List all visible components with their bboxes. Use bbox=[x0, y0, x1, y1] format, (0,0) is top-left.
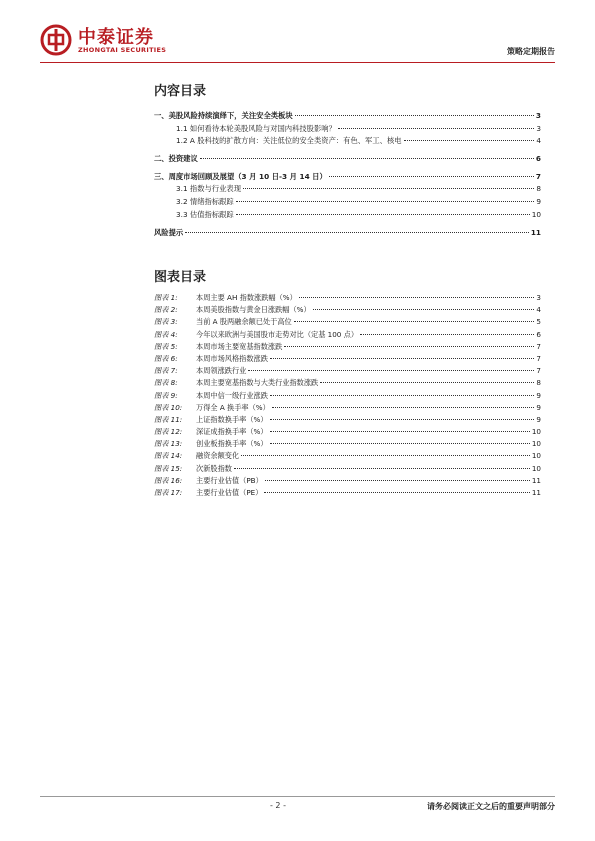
table-of-contents bbox=[154, 110, 541, 239]
figure-entry[interactable] bbox=[154, 402, 541, 414]
figure-number: 图表 14: bbox=[154, 451, 183, 461]
figure-page: 6 bbox=[536, 329, 541, 339]
figure-page: 10 bbox=[531, 451, 541, 461]
figure-number: 图表 3: bbox=[154, 317, 178, 327]
figure-page: 10 bbox=[531, 439, 541, 449]
figure-entry[interactable] bbox=[154, 292, 541, 304]
figure-number: 图表 10: bbox=[154, 402, 183, 412]
figure-title: 次新股指数 bbox=[196, 463, 232, 473]
toc-entry-label: 3.3 估值指标跟踪 bbox=[176, 209, 234, 219]
figure-page: 11 bbox=[531, 488, 541, 497]
report-type-label: 策略定期报告 bbox=[507, 47, 555, 56]
header-divider bbox=[40, 62, 555, 63]
figure-number: 图表 8: bbox=[154, 378, 178, 388]
toc-entry[interactable] bbox=[154, 209, 541, 222]
figure-title: 深证成指换手率（%） bbox=[196, 427, 268, 437]
page-header bbox=[40, 22, 555, 66]
figure-number: 图表 12: bbox=[154, 427, 183, 437]
toc-entry-label: 一、美股风险持续演绎下，关注安全类板块 bbox=[154, 111, 293, 120]
figure-entry[interactable] bbox=[154, 487, 541, 499]
toc-entry[interactable] bbox=[154, 183, 541, 196]
figure-entry[interactable] bbox=[154, 316, 541, 328]
toc-entry-page: 11 bbox=[530, 227, 541, 237]
figure-title: 上证指数换手率（%） bbox=[196, 414, 268, 424]
figure-page: 10 bbox=[531, 463, 541, 473]
toc-entry[interactable] bbox=[154, 110, 541, 123]
toc-entry-page: 6 bbox=[535, 154, 541, 164]
figure-number: 图表 7: bbox=[154, 366, 178, 376]
figure-entry[interactable] bbox=[154, 377, 541, 389]
figure-page: 9 bbox=[536, 390, 541, 400]
toc-entry[interactable] bbox=[154, 196, 541, 209]
logo-english-name: ZHONGTAI SECURITIES bbox=[78, 46, 167, 54]
figure-number: 图表 13: bbox=[154, 439, 183, 449]
toc-entry-page: 3 bbox=[536, 123, 541, 133]
figure-title: 主要行业估值（PE） bbox=[196, 488, 263, 497]
figure-entry[interactable] bbox=[154, 438, 541, 450]
figure-page: 3 bbox=[536, 293, 541, 302]
toc-entry-page: 9 bbox=[536, 197, 541, 207]
zhongtai-logo-icon bbox=[40, 24, 72, 56]
figure-number: 图表 4: bbox=[154, 329, 178, 339]
figure-page: 8 bbox=[536, 378, 541, 388]
toc-entry-label: 3.2 情绪指标跟踪 bbox=[176, 197, 234, 207]
figure-title: 创业板指换手率（%） bbox=[196, 439, 268, 449]
figure-page: 10 bbox=[531, 427, 541, 437]
toc-entry-page: 7 bbox=[535, 171, 541, 181]
toc-entry-label: 1.2 A 股科技的扩散方向：关注低位的安全类资产：有色、军工、核电 bbox=[176, 136, 402, 146]
figure-number: 图表 1: bbox=[154, 293, 178, 302]
figure-title: 本周主要宽基指数与大类行业指数涨跌 bbox=[196, 378, 319, 388]
toc-entry-page: 4 bbox=[536, 136, 541, 146]
figure-entry[interactable] bbox=[154, 341, 541, 353]
figure-title: 本周市场风格指数涨跌 bbox=[196, 353, 268, 363]
figure-title: 融资余额变化 bbox=[196, 451, 240, 461]
toc-title: 内容目录 bbox=[154, 84, 207, 99]
figure-entry[interactable] bbox=[154, 304, 541, 316]
figure-entry[interactable] bbox=[154, 450, 541, 462]
toc-entry-label: 1.1 如何看待本轮美股风险与对国内科技股影响？ bbox=[176, 123, 336, 133]
toc-entry-page: 8 bbox=[536, 184, 541, 194]
toc-entry[interactable] bbox=[154, 153, 541, 166]
footer-disclaimer: 请务必阅读正文之后的重要声明部分 bbox=[427, 802, 555, 811]
footer-divider bbox=[40, 796, 555, 797]
toc-entry[interactable] bbox=[154, 123, 541, 136]
figure-entry[interactable] bbox=[154, 463, 541, 475]
figure-title: 今年以来欧洲与美国股市走势对比（定基 100 点） bbox=[196, 329, 359, 339]
figure-page: 4 bbox=[536, 305, 541, 315]
toc-entry[interactable] bbox=[154, 135, 541, 148]
figure-title: 本周美股指数与黄金日涨跌幅（%） bbox=[196, 305, 311, 315]
figure-entry[interactable] bbox=[154, 365, 541, 377]
figure-number: 图表 16: bbox=[154, 475, 183, 485]
toc-entry-label: 二、投资建议 bbox=[154, 154, 198, 164]
figure-page: 9 bbox=[536, 402, 541, 412]
page-number: - 2 - bbox=[270, 801, 286, 810]
figure-entry[interactable] bbox=[154, 353, 541, 365]
toc-entry[interactable] bbox=[154, 227, 541, 240]
figure-page: 11 bbox=[531, 475, 541, 485]
toc-entry-label: 风险提示 bbox=[154, 227, 184, 237]
figure-number: 图表 17: bbox=[154, 488, 183, 497]
figure-title: 当前 A 股两融余额已处于高位 bbox=[196, 317, 292, 327]
figure-page: 5 bbox=[536, 317, 541, 327]
figure-number: 图表 9: bbox=[154, 390, 178, 400]
figure-title: 本周市场主要宽基指数涨跌 bbox=[196, 341, 283, 351]
figure-entry[interactable] bbox=[154, 475, 541, 487]
figure-entry[interactable] bbox=[154, 414, 541, 426]
figure-number: 图表 6: bbox=[154, 353, 178, 363]
figures-list-title: 图表目录 bbox=[154, 270, 207, 285]
figure-page: 7 bbox=[536, 353, 541, 363]
figure-number: 图表 11: bbox=[154, 414, 183, 424]
figure-title: 本周领涨跌行业 bbox=[196, 366, 247, 376]
toc-entry-page: 3 bbox=[535, 111, 541, 120]
figure-number: 图表 2: bbox=[154, 305, 178, 315]
figure-title: 本周主要 AH 指数涨跌幅（%） bbox=[196, 293, 297, 302]
toc-entry-label: 3.1 指数与行业表现 bbox=[176, 184, 242, 194]
toc-entry[interactable] bbox=[154, 171, 541, 184]
figure-entry[interactable] bbox=[154, 426, 541, 438]
figure-title: 本周中信一级行业涨跌 bbox=[196, 390, 268, 400]
figure-entry[interactable] bbox=[154, 390, 541, 402]
figure-entry[interactable] bbox=[154, 329, 541, 341]
logo-chinese-name: 中泰证券 bbox=[78, 27, 154, 48]
figure-page: 7 bbox=[536, 341, 541, 351]
figure-title: 万得全 A 换手率（%） bbox=[196, 402, 270, 412]
toc-entry-label: 三、周度市场回顾及展望（3 月 10 日-3 月 14 日） bbox=[154, 171, 327, 181]
figure-number: 图表 5: bbox=[154, 341, 178, 351]
figure-page: 7 bbox=[536, 366, 541, 376]
figure-page: 9 bbox=[536, 414, 541, 424]
figure-number: 图表 15: bbox=[154, 463, 183, 473]
figure-title: 主要行业估值（PB） bbox=[196, 475, 263, 485]
list-of-figures bbox=[154, 292, 541, 499]
toc-entry-page: 10 bbox=[531, 209, 541, 219]
